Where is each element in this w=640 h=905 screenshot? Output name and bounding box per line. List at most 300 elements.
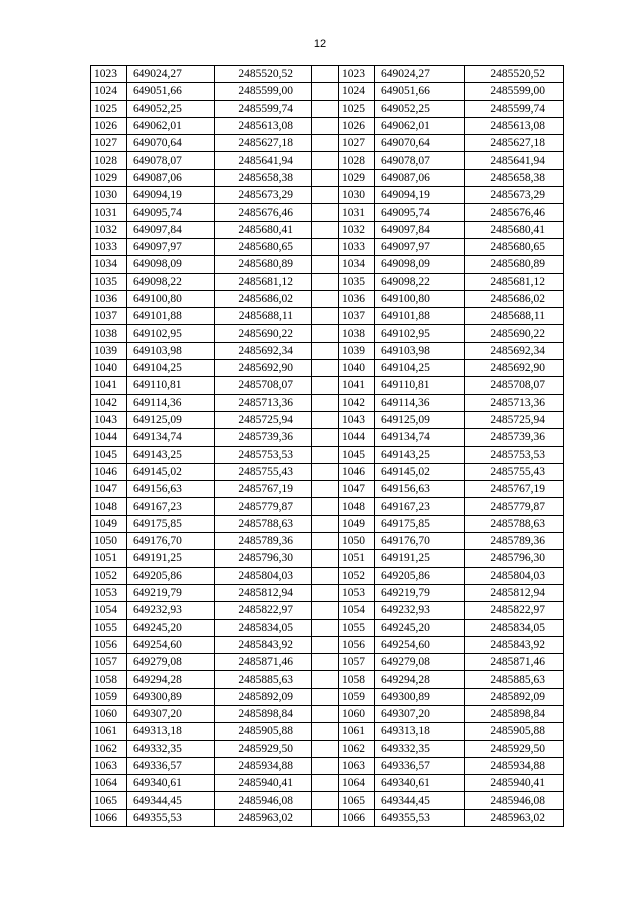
x-coordinate: 649143,25 bbox=[127, 446, 215, 463]
x-coordinate: 649134,74 bbox=[375, 429, 465, 446]
x-coordinate: 649098,09 bbox=[127, 256, 215, 273]
x-coordinate: 649097,84 bbox=[375, 221, 465, 238]
column-gap bbox=[312, 66, 339, 83]
point-number: 1035 bbox=[91, 273, 127, 290]
x-coordinate: 649125,09 bbox=[127, 411, 215, 428]
point-number: 1051 bbox=[339, 550, 375, 567]
column-gap bbox=[312, 757, 339, 774]
column-gap bbox=[312, 342, 339, 359]
y-coordinate: 2485755,43 bbox=[215, 463, 312, 480]
x-coordinate: 649125,09 bbox=[375, 411, 465, 428]
y-coordinate: 2485686,02 bbox=[215, 290, 312, 307]
x-coordinate: 649070,64 bbox=[375, 135, 465, 152]
point-number: 1056 bbox=[91, 636, 127, 653]
point-number: 1027 bbox=[339, 135, 375, 152]
x-coordinate: 649098,22 bbox=[375, 273, 465, 290]
column-gap bbox=[312, 740, 339, 757]
y-coordinate: 2485676,46 bbox=[215, 204, 312, 221]
table-row bbox=[91, 204, 564, 221]
point-number: 1057 bbox=[339, 654, 375, 671]
column-gap bbox=[312, 360, 339, 377]
y-coordinate: 2485692,90 bbox=[465, 360, 564, 377]
column-gap bbox=[312, 775, 339, 792]
y-coordinate: 2485599,74 bbox=[465, 100, 564, 117]
x-coordinate: 649300,89 bbox=[127, 688, 215, 705]
point-number: 1029 bbox=[339, 169, 375, 186]
point-number: 1045 bbox=[91, 446, 127, 463]
table-row bbox=[91, 221, 564, 238]
point-number: 1038 bbox=[339, 325, 375, 342]
y-coordinate: 2485753,53 bbox=[215, 446, 312, 463]
column-gap bbox=[312, 273, 339, 290]
point-number: 1061 bbox=[91, 723, 127, 740]
x-coordinate: 649098,09 bbox=[375, 256, 465, 273]
table-row bbox=[91, 83, 564, 100]
x-coordinate: 649332,35 bbox=[127, 740, 215, 757]
point-number: 1063 bbox=[91, 757, 127, 774]
table-row bbox=[91, 775, 564, 792]
point-number: 1044 bbox=[339, 429, 375, 446]
page-number: 12 bbox=[313, 38, 327, 50]
x-coordinate: 649156,63 bbox=[375, 481, 465, 498]
point-number: 1037 bbox=[339, 308, 375, 325]
y-coordinate: 2485680,65 bbox=[215, 238, 312, 255]
x-coordinate: 649103,98 bbox=[127, 342, 215, 359]
y-coordinate: 2485822,97 bbox=[465, 602, 564, 619]
point-number: 1040 bbox=[91, 360, 127, 377]
point-number: 1062 bbox=[339, 740, 375, 757]
y-coordinate: 2485688,11 bbox=[215, 308, 312, 325]
x-coordinate: 649100,80 bbox=[127, 290, 215, 307]
table-row bbox=[91, 619, 564, 636]
point-number: 1036 bbox=[339, 290, 375, 307]
column-gap bbox=[312, 204, 339, 221]
point-number: 1032 bbox=[339, 221, 375, 238]
y-coordinate: 2485871,46 bbox=[215, 654, 312, 671]
x-coordinate: 649103,98 bbox=[375, 342, 465, 359]
y-coordinate: 2485812,94 bbox=[465, 584, 564, 601]
y-coordinate: 2485680,89 bbox=[215, 256, 312, 273]
point-number: 1033 bbox=[339, 238, 375, 255]
point-number: 1031 bbox=[91, 204, 127, 221]
x-coordinate: 649114,36 bbox=[127, 394, 215, 411]
x-coordinate: 649104,25 bbox=[375, 360, 465, 377]
point-number: 1058 bbox=[91, 671, 127, 688]
x-coordinate: 649024,27 bbox=[375, 66, 465, 83]
point-number: 1049 bbox=[339, 515, 375, 532]
table-row bbox=[91, 360, 564, 377]
column-gap bbox=[312, 584, 339, 601]
y-coordinate: 2485929,50 bbox=[215, 740, 312, 757]
y-coordinate: 2485898,84 bbox=[465, 705, 564, 722]
point-number: 1034 bbox=[91, 256, 127, 273]
table-row bbox=[91, 688, 564, 705]
y-coordinate: 2485940,41 bbox=[465, 775, 564, 792]
point-number: 1050 bbox=[91, 533, 127, 550]
point-number: 1041 bbox=[339, 377, 375, 394]
point-number: 1037 bbox=[91, 308, 127, 325]
point-number: 1066 bbox=[339, 809, 375, 826]
table-row bbox=[91, 152, 564, 169]
table-row bbox=[91, 446, 564, 463]
column-gap bbox=[312, 308, 339, 325]
y-coordinate: 2485688,11 bbox=[465, 308, 564, 325]
column-gap bbox=[312, 169, 339, 186]
point-number: 1053 bbox=[339, 584, 375, 601]
column-gap bbox=[312, 602, 339, 619]
y-coordinate: 2485725,94 bbox=[465, 411, 564, 428]
table-row bbox=[91, 135, 564, 152]
point-number: 1056 bbox=[339, 636, 375, 653]
y-coordinate: 2485739,36 bbox=[465, 429, 564, 446]
x-coordinate: 649102,95 bbox=[127, 325, 215, 342]
y-coordinate: 2485690,22 bbox=[465, 325, 564, 342]
x-coordinate: 649279,08 bbox=[375, 654, 465, 671]
x-coordinate: 649355,53 bbox=[127, 809, 215, 826]
point-number: 1055 bbox=[339, 619, 375, 636]
x-coordinate: 649095,74 bbox=[375, 204, 465, 221]
y-coordinate: 2485681,12 bbox=[215, 273, 312, 290]
y-coordinate: 2485898,84 bbox=[215, 705, 312, 722]
y-coordinate: 2485929,50 bbox=[465, 740, 564, 757]
x-coordinate: 649110,81 bbox=[127, 377, 215, 394]
column-gap bbox=[312, 636, 339, 653]
point-number: 1063 bbox=[339, 757, 375, 774]
x-coordinate: 649098,22 bbox=[127, 273, 215, 290]
table-row bbox=[91, 567, 564, 584]
table-row bbox=[91, 757, 564, 774]
x-coordinate: 649097,97 bbox=[127, 238, 215, 255]
table-row bbox=[91, 429, 564, 446]
point-number: 1034 bbox=[339, 256, 375, 273]
y-coordinate: 2485963,02 bbox=[215, 809, 312, 826]
table-row bbox=[91, 377, 564, 394]
point-number: 1048 bbox=[91, 498, 127, 515]
point-number: 1030 bbox=[91, 187, 127, 204]
y-coordinate: 2485834,05 bbox=[215, 619, 312, 636]
x-coordinate: 649097,97 bbox=[375, 238, 465, 255]
x-coordinate: 649167,23 bbox=[375, 498, 465, 515]
y-coordinate: 2485843,92 bbox=[465, 636, 564, 653]
x-coordinate: 649279,08 bbox=[127, 654, 215, 671]
y-coordinate: 2485686,02 bbox=[465, 290, 564, 307]
x-coordinate: 649070,64 bbox=[127, 135, 215, 152]
point-number: 1046 bbox=[339, 463, 375, 480]
y-coordinate: 2485708,07 bbox=[465, 377, 564, 394]
point-number: 1035 bbox=[339, 273, 375, 290]
y-coordinate: 2485692,90 bbox=[215, 360, 312, 377]
point-number: 1050 bbox=[339, 533, 375, 550]
y-coordinate: 2485673,29 bbox=[215, 187, 312, 204]
table-row bbox=[91, 809, 564, 826]
x-coordinate: 649307,20 bbox=[375, 705, 465, 722]
x-coordinate: 649332,35 bbox=[375, 740, 465, 757]
table-row bbox=[91, 290, 564, 307]
x-coordinate: 649344,45 bbox=[375, 792, 465, 809]
column-gap bbox=[312, 481, 339, 498]
column-gap bbox=[312, 723, 339, 740]
y-coordinate: 2485681,12 bbox=[465, 273, 564, 290]
table-row bbox=[91, 740, 564, 757]
point-number: 1052 bbox=[339, 567, 375, 584]
table-row bbox=[91, 533, 564, 550]
table-row bbox=[91, 308, 564, 325]
x-coordinate: 649095,74 bbox=[127, 204, 215, 221]
point-number: 1043 bbox=[339, 411, 375, 428]
point-number: 1024 bbox=[339, 83, 375, 100]
x-coordinate: 649101,88 bbox=[127, 308, 215, 325]
y-coordinate: 2485946,08 bbox=[465, 792, 564, 809]
x-coordinate: 649219,79 bbox=[127, 584, 215, 601]
x-coordinate: 649110,81 bbox=[375, 377, 465, 394]
coordinates-table-body bbox=[91, 66, 564, 827]
point-number: 1032 bbox=[91, 221, 127, 238]
y-coordinate: 2485708,07 bbox=[215, 377, 312, 394]
point-number: 1064 bbox=[339, 775, 375, 792]
column-gap bbox=[312, 238, 339, 255]
y-coordinate: 2485725,94 bbox=[215, 411, 312, 428]
point-number: 1066 bbox=[91, 809, 127, 826]
column-gap bbox=[312, 429, 339, 446]
table-row bbox=[91, 602, 564, 619]
point-number: 1043 bbox=[91, 411, 127, 428]
column-gap bbox=[312, 688, 339, 705]
column-gap bbox=[312, 533, 339, 550]
x-coordinate: 649205,86 bbox=[127, 567, 215, 584]
y-coordinate: 2485940,41 bbox=[215, 775, 312, 792]
point-number: 1040 bbox=[339, 360, 375, 377]
table-row bbox=[91, 187, 564, 204]
point-number: 1028 bbox=[339, 152, 375, 169]
y-coordinate: 2485788,63 bbox=[465, 515, 564, 532]
x-coordinate: 649145,02 bbox=[375, 463, 465, 480]
y-coordinate: 2485673,29 bbox=[465, 187, 564, 204]
y-coordinate: 2485934,88 bbox=[215, 757, 312, 774]
column-gap bbox=[312, 152, 339, 169]
point-number: 1044 bbox=[91, 429, 127, 446]
point-number: 1049 bbox=[91, 515, 127, 532]
point-number: 1065 bbox=[91, 792, 127, 809]
point-number: 1058 bbox=[339, 671, 375, 688]
point-number: 1053 bbox=[91, 584, 127, 601]
x-coordinate: 649102,95 bbox=[375, 325, 465, 342]
table-row bbox=[91, 481, 564, 498]
table-row bbox=[91, 66, 564, 83]
table-row bbox=[91, 515, 564, 532]
y-coordinate: 2485779,87 bbox=[215, 498, 312, 515]
point-number: 1026 bbox=[339, 117, 375, 134]
table-row bbox=[91, 498, 564, 515]
y-coordinate: 2485692,34 bbox=[215, 342, 312, 359]
point-number: 1027 bbox=[91, 135, 127, 152]
y-coordinate: 2485804,03 bbox=[465, 567, 564, 584]
point-number: 1041 bbox=[91, 377, 127, 394]
table-row bbox=[91, 238, 564, 255]
table-row bbox=[91, 100, 564, 117]
point-number: 1060 bbox=[339, 705, 375, 722]
y-coordinate: 2485753,53 bbox=[465, 446, 564, 463]
x-coordinate: 649156,63 bbox=[127, 481, 215, 498]
y-coordinate: 2485713,36 bbox=[465, 394, 564, 411]
column-gap bbox=[312, 290, 339, 307]
column-gap bbox=[312, 256, 339, 273]
y-coordinate: 2485905,88 bbox=[215, 723, 312, 740]
point-number: 1054 bbox=[91, 602, 127, 619]
table-row bbox=[91, 792, 564, 809]
x-coordinate: 649052,25 bbox=[375, 100, 465, 117]
table-row bbox=[91, 654, 564, 671]
y-coordinate: 2485885,63 bbox=[215, 671, 312, 688]
x-coordinate: 649245,20 bbox=[375, 619, 465, 636]
point-number: 1061 bbox=[339, 723, 375, 740]
y-coordinate: 2485789,36 bbox=[465, 533, 564, 550]
point-number: 1046 bbox=[91, 463, 127, 480]
x-coordinate: 649143,25 bbox=[375, 446, 465, 463]
point-number: 1029 bbox=[91, 169, 127, 186]
y-coordinate: 2485627,18 bbox=[215, 135, 312, 152]
column-gap bbox=[312, 135, 339, 152]
y-coordinate: 2485946,08 bbox=[215, 792, 312, 809]
x-coordinate: 649134,74 bbox=[127, 429, 215, 446]
x-coordinate: 649051,66 bbox=[375, 83, 465, 100]
y-coordinate: 2485613,08 bbox=[465, 117, 564, 134]
x-coordinate: 649100,80 bbox=[375, 290, 465, 307]
y-coordinate: 2485658,38 bbox=[465, 169, 564, 186]
point-number: 1036 bbox=[91, 290, 127, 307]
x-coordinate: 649313,18 bbox=[375, 723, 465, 740]
column-gap bbox=[312, 221, 339, 238]
y-coordinate: 2485834,05 bbox=[465, 619, 564, 636]
point-number: 1065 bbox=[339, 792, 375, 809]
y-coordinate: 2485796,30 bbox=[215, 550, 312, 567]
column-gap bbox=[312, 446, 339, 463]
point-number: 1059 bbox=[91, 688, 127, 705]
y-coordinate: 2485692,34 bbox=[465, 342, 564, 359]
point-number: 1042 bbox=[339, 394, 375, 411]
point-number: 1048 bbox=[339, 498, 375, 515]
table-row bbox=[91, 342, 564, 359]
column-gap bbox=[312, 619, 339, 636]
table-row bbox=[91, 117, 564, 134]
x-coordinate: 649176,70 bbox=[127, 533, 215, 550]
y-coordinate: 2485676,46 bbox=[465, 204, 564, 221]
table-row bbox=[91, 705, 564, 722]
table-row bbox=[91, 463, 564, 480]
x-coordinate: 649232,93 bbox=[127, 602, 215, 619]
point-number: 1062 bbox=[91, 740, 127, 757]
table-row bbox=[91, 394, 564, 411]
x-coordinate: 649294,28 bbox=[127, 671, 215, 688]
y-coordinate: 2485520,52 bbox=[215, 66, 312, 83]
point-number: 1023 bbox=[339, 66, 375, 83]
column-gap bbox=[312, 654, 339, 671]
column-gap bbox=[312, 792, 339, 809]
x-coordinate: 649307,20 bbox=[127, 705, 215, 722]
point-number: 1025 bbox=[91, 100, 127, 117]
y-coordinate: 2485788,63 bbox=[215, 515, 312, 532]
point-number: 1042 bbox=[91, 394, 127, 411]
x-coordinate: 649336,57 bbox=[127, 757, 215, 774]
y-coordinate: 2485789,36 bbox=[215, 533, 312, 550]
y-coordinate: 2485680,65 bbox=[465, 238, 564, 255]
point-number: 1038 bbox=[91, 325, 127, 342]
x-coordinate: 649145,02 bbox=[127, 463, 215, 480]
column-gap bbox=[312, 117, 339, 134]
point-number: 1060 bbox=[91, 705, 127, 722]
x-coordinate: 649340,61 bbox=[127, 775, 215, 792]
point-number: 1039 bbox=[91, 342, 127, 359]
y-coordinate: 2485779,87 bbox=[465, 498, 564, 515]
y-coordinate: 2485767,19 bbox=[465, 481, 564, 498]
table-row bbox=[91, 169, 564, 186]
y-coordinate: 2485822,97 bbox=[215, 602, 312, 619]
y-coordinate: 2485892,09 bbox=[465, 688, 564, 705]
y-coordinate: 2485680,41 bbox=[465, 221, 564, 238]
point-number: 1024 bbox=[91, 83, 127, 100]
y-coordinate: 2485905,88 bbox=[465, 723, 564, 740]
y-coordinate: 2485599,00 bbox=[465, 83, 564, 100]
point-number: 1047 bbox=[339, 481, 375, 498]
y-coordinate: 2485755,43 bbox=[465, 463, 564, 480]
y-coordinate: 2485796,30 bbox=[465, 550, 564, 567]
x-coordinate: 649052,25 bbox=[127, 100, 215, 117]
column-gap bbox=[312, 394, 339, 411]
y-coordinate: 2485599,74 bbox=[215, 100, 312, 117]
y-coordinate: 2485641,94 bbox=[215, 152, 312, 169]
column-gap bbox=[312, 100, 339, 117]
x-coordinate: 649114,36 bbox=[375, 394, 465, 411]
column-gap bbox=[312, 411, 339, 428]
y-coordinate: 2485713,36 bbox=[215, 394, 312, 411]
table-row bbox=[91, 550, 564, 567]
x-coordinate: 649300,89 bbox=[375, 688, 465, 705]
x-coordinate: 649051,66 bbox=[127, 83, 215, 100]
x-coordinate: 649205,86 bbox=[375, 567, 465, 584]
x-coordinate: 649024,27 bbox=[127, 66, 215, 83]
y-coordinate: 2485658,38 bbox=[215, 169, 312, 186]
x-coordinate: 649097,84 bbox=[127, 221, 215, 238]
x-coordinate: 649355,53 bbox=[375, 809, 465, 826]
point-number: 1045 bbox=[339, 446, 375, 463]
coordinates-table bbox=[90, 65, 564, 827]
y-coordinate: 2485892,09 bbox=[215, 688, 312, 705]
table-row bbox=[91, 723, 564, 740]
x-coordinate: 649094,19 bbox=[127, 187, 215, 204]
x-coordinate: 649294,28 bbox=[375, 671, 465, 688]
point-number: 1057 bbox=[91, 654, 127, 671]
table-row bbox=[91, 584, 564, 601]
y-coordinate: 2485934,88 bbox=[465, 757, 564, 774]
table-row bbox=[91, 411, 564, 428]
table-row bbox=[91, 636, 564, 653]
x-coordinate: 649104,25 bbox=[127, 360, 215, 377]
x-coordinate: 649336,57 bbox=[375, 757, 465, 774]
column-gap bbox=[312, 463, 339, 480]
table-row bbox=[91, 256, 564, 273]
x-coordinate: 649176,70 bbox=[375, 533, 465, 550]
y-coordinate: 2485599,00 bbox=[215, 83, 312, 100]
column-gap bbox=[312, 83, 339, 100]
point-number: 1025 bbox=[339, 100, 375, 117]
column-gap bbox=[312, 567, 339, 584]
column-gap bbox=[312, 498, 339, 515]
table-row bbox=[91, 325, 564, 342]
y-coordinate: 2485680,41 bbox=[215, 221, 312, 238]
point-number: 1054 bbox=[339, 602, 375, 619]
table-row bbox=[91, 671, 564, 688]
y-coordinate: 2485613,08 bbox=[215, 117, 312, 134]
x-coordinate: 649245,20 bbox=[127, 619, 215, 636]
